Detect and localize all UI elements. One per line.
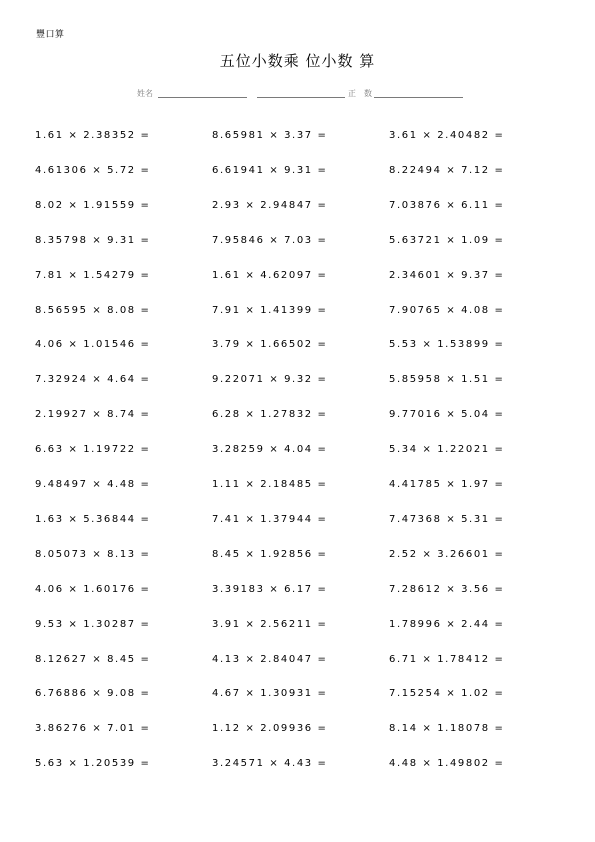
math-problem: 9.53 × 1.30287 = [35, 618, 151, 630]
page-title: 五位小数乘 位小数 算 [219, 52, 376, 70]
math-problem: 3.61 × 2.40482 = [389, 130, 505, 141]
correct-label: 正 [348, 89, 356, 98]
brand-label: 豐口算 [36, 30, 65, 40]
math-problem: 1.12 × 2.09936 = [212, 723, 328, 735]
math-problem: 3.28259 × 4.04 = [212, 444, 328, 456]
math-problem: 2.52 × 3.26601 = [389, 548, 505, 560]
math-problem: 8.05073 × 8.13 = [35, 548, 151, 560]
math-problem: 2.93 × 2.94847 = [212, 199, 328, 211]
math-problem: 6.76886 × 9.08 = [35, 688, 151, 700]
math-problem: 6.28 × 1.27832 = [212, 409, 328, 421]
math-problem: 2.19927 × 8.74 = [35, 409, 151, 421]
math-problem: 8.45 × 1.92856 = [212, 548, 328, 560]
math-problem: 5.63721 × 1.09 = [389, 234, 505, 246]
math-problem: 6.63 × 1.19722 = [35, 444, 151, 456]
math-problem: 5.53 × 1.53899 = [389, 339, 505, 351]
math-problem: 8.35798 × 9.31 = [35, 234, 151, 246]
math-problem: 4.13 × 2.84047 = [212, 653, 328, 665]
math-problem: 7.32924 × 4.64 = [35, 374, 151, 386]
math-problem: 4.48 × 1.49802 = [389, 758, 505, 770]
name-label: 姓名 [137, 89, 153, 98]
math-problem: 7.15254 × 1.02 = [389, 688, 505, 700]
math-problem: 2.34601 × 9.37 = [389, 269, 505, 281]
math-problem: 7.91 × 1.41399 = [212, 304, 328, 316]
math-problem: 8.65981 × 3.37 = [212, 130, 328, 141]
math-problem: 7.81 × 1.54279 = [35, 269, 151, 281]
math-problem: 3.86276 × 7.01 = [35, 723, 151, 735]
math-problem: 7.41 × 1.37944 = [212, 513, 328, 525]
math-problem: 9.22071 × 9.32 = [212, 374, 328, 386]
math-problem: 9.48497 × 4.48 = [35, 479, 151, 490]
math-problem: 4.67 × 1.30931 = [212, 688, 328, 700]
math-problem: 5.34 × 1.22021 = [389, 444, 505, 456]
math-problem: 6.71 × 1.78412 = [389, 653, 505, 665]
math-problem: 1.61 × 4.62097 = [212, 269, 328, 281]
math-problem: 8.14 × 1.18078 = [389, 723, 505, 735]
math-problem: 4.61306 × 5.72 = [35, 164, 151, 176]
math-problem: 8.22494 × 7.12 = [389, 164, 505, 176]
math-problem: 3.39183 × 6.17 = [212, 583, 328, 595]
math-problem: 3.24571 × 4.43 = [212, 758, 328, 770]
math-problem: 1.63 × 5.36844 = [35, 513, 151, 525]
math-problem: 7.90765 × 4.08 = [389, 304, 505, 316]
math-problem: 9.77016 × 5.04 = [389, 409, 505, 421]
math-problem: 4.06 × 1.60176 = [35, 583, 151, 595]
math-problem: 1.61 × 2.38352 = [35, 130, 151, 141]
math-problem: 8.12627 × 8.45 = [35, 653, 151, 665]
math-problem: 3.91 × 2.56211 = [212, 618, 328, 630]
math-problem: 8.02 × 1.91559 = [35, 199, 151, 211]
math-problem: 7.03876 × 6.11 = [389, 199, 505, 211]
math-problem: 1.11 × 2.18485 = [212, 479, 328, 490]
math-problem: 5.85958 × 1.51 = [389, 374, 505, 386]
count-label: 数 [364, 89, 372, 98]
math-problem: 7.95846 × 7.03 = [212, 234, 328, 246]
math-problem: 7.28612 × 3.56 = [389, 583, 505, 595]
math-problem: 7.47368 × 5.31 = [389, 513, 505, 525]
math-problem: 1.78996 × 2.44 = [389, 618, 505, 630]
math-problem: 4.41785 × 1.97 = [389, 479, 505, 490]
math-problem: 8.56595 × 8.08 = [35, 304, 151, 316]
math-problem: 3.79 × 1.66502 = [212, 339, 328, 351]
math-problem: 5.63 × 1.20539 = [35, 758, 151, 770]
math-problem: 4.06 × 1.01546 = [35, 339, 151, 351]
math-problem: 6.61941 × 9.31 = [212, 164, 328, 176]
